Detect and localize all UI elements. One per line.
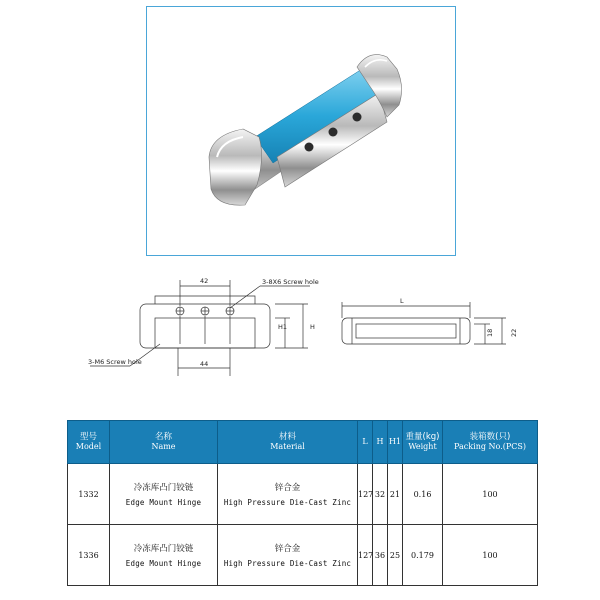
cell-h1: 25 (388, 525, 403, 586)
cell-packing: 100 (443, 525, 538, 586)
product-photo-frame (146, 6, 456, 256)
header-h: H (373, 421, 388, 464)
header-l: L (358, 421, 373, 464)
spec-table (67, 420, 538, 586)
cell-name: 冷冻库凸门铰链 Edge Mount Hinge (110, 525, 218, 586)
cell-h: 32 (373, 464, 388, 525)
dim-bottom-callout: 3-M6 Screw hole (88, 358, 142, 366)
cell-l: 127 (358, 525, 373, 586)
cell-h1: 21 (388, 464, 403, 525)
header-name: 名称 Name (110, 421, 218, 464)
header-model: 型号 Model (68, 421, 110, 464)
technical-drawing (70, 268, 540, 383)
side-view (342, 302, 506, 344)
dim-side-length: L (400, 297, 404, 305)
cell-packing: 100 (443, 464, 538, 525)
cell-name: 冷冻库凸门铰链 Edge Mount Hinge (110, 464, 218, 525)
table-header-row (68, 421, 538, 464)
cell-weight: 0.179 (403, 525, 443, 586)
cell-weight: 0.16 (403, 464, 443, 525)
cell-material: 锌合金 High Pressure Die-Cast Zinc (218, 525, 358, 586)
dim-top-width: 42 (200, 277, 209, 285)
cell-l: 127 (358, 464, 373, 525)
cell-model: 1332 (68, 464, 110, 525)
dim-side-outer: 22 (510, 328, 518, 337)
dim-top-callout: 3-8X6 Screw hole (262, 278, 319, 286)
header-packing: 装箱数(只) Packing No.(PCS) (443, 421, 538, 464)
cell-h: 36 (373, 525, 388, 586)
dim-side-inner: 18 (486, 328, 494, 337)
header-material: 材料 Material (218, 421, 358, 464)
header-weight: 重量(kg) Weight (403, 421, 443, 464)
header-h1: H1 (388, 421, 403, 464)
dim-bottom-width: 44 (200, 360, 209, 368)
table-row (68, 464, 538, 525)
cell-model: 1336 (68, 525, 110, 586)
dim-h1: H1 (278, 323, 288, 331)
hinge-product-illustration (147, 7, 457, 257)
table-row (68, 525, 538, 586)
cell-material: 锌合金 High Pressure Die-Cast Zinc (218, 464, 358, 525)
dim-h: H (310, 323, 315, 331)
